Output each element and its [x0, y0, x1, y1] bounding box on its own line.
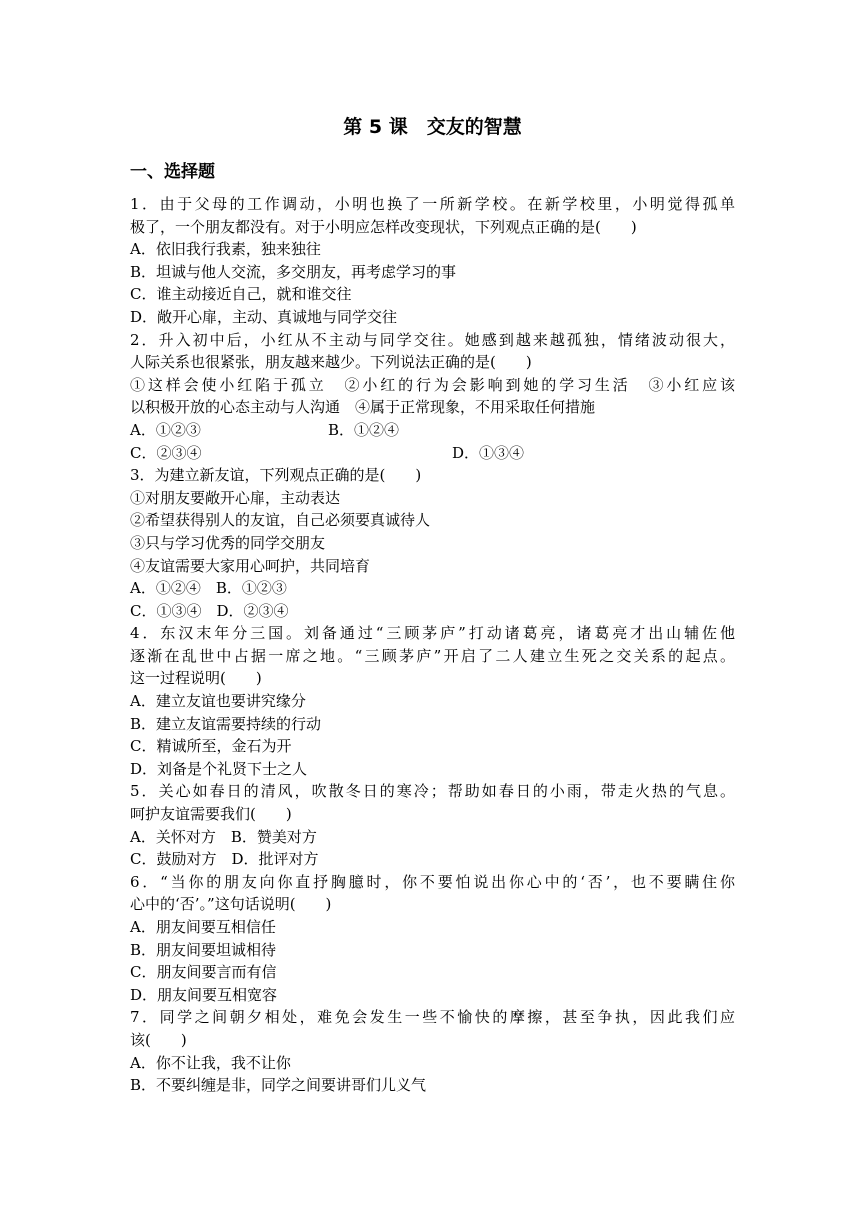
option-row: C．鼓励对方 D．批评对方: [130, 850, 319, 869]
option-b: B．建立友谊需要持续的行动: [130, 714, 322, 733]
option-row: A．关怀对方 B．赞美对方: [130, 827, 317, 846]
question-list: [130, 193, 735, 1097]
option-d: D．敞开心扉，主动、真诚地与同学交往: [130, 307, 398, 326]
question-stem: 5．关心如春日的清风，吹散冬日的寒冷；帮助如春日的小雨，带走火热的气息。: [130, 782, 735, 801]
question-stem: 2．升入初中后，小红从不主动与同学交往。她感到越来越孤独，情绪波动很大，: [130, 330, 735, 349]
option-row: A．①②④ B．①②③: [130, 579, 287, 598]
question-stem: 心中的‘否’。”这句话说明( ): [130, 895, 332, 914]
question-stem: 人际关系也很紧张，朋友越来越少。下列说法正确的是( ): [130, 353, 532, 372]
option-c: C．②③④: [130, 443, 202, 462]
statement-2: ②希望获得别人的友谊，自己必须要真诚待人: [130, 511, 431, 530]
option-a: A．你不让我，我不让你: [130, 1053, 291, 1072]
option-a: A．朋友间要互相信任: [130, 918, 276, 936]
option-c: C．精诚所至，金石为开: [130, 737, 292, 756]
statement-4: ④友谊需要大家用心呵护，共同培育: [130, 556, 371, 575]
question-2: [130, 329, 735, 465]
option-a: A．依旧我行我素，独来独往: [130, 240, 321, 259]
lesson-title: 第 5 课 交友的智慧: [343, 116, 522, 138]
question-stem: 逐渐在乱世中占据一席之地。“三顾茅庐”开启了二人建立生死之交关系的起点。: [130, 646, 735, 665]
question-stem: 该( ): [130, 1030, 187, 1049]
question-5: [130, 780, 735, 870]
option-a: A．①②③: [130, 420, 201, 439]
question-stem: 呵护友谊需要我们( ): [130, 805, 292, 824]
question-3: [130, 464, 735, 622]
question-6: [130, 871, 735, 1007]
question-stem: 3．为建立新友谊，下列观点正确的是( ): [130, 466, 422, 485]
option-b: B．朋友间要坦诚相待: [130, 940, 277, 959]
question-stem: 7．同学之间朝夕相处，难免会发生一些不愉快的摩擦，甚至争执，因此我们应: [130, 1008, 735, 1027]
question-stem: 4．东汉末年分三国。刘备通过“三顾茅庐”打动诸葛亮，诸葛亮才出山辅佐他: [130, 624, 735, 643]
question-7: [130, 1006, 735, 1096]
option-c: C．谁主动接近自己，就和谁交往: [130, 285, 352, 304]
question-stem: 1．由于父母的工作调动，小明也换了一所新学校。在新学校里，小明觉得孤单: [130, 195, 735, 213]
section-heading: 一、选择题: [130, 162, 215, 182]
option-d: D．①③④: [452, 443, 525, 462]
option-d: D．朋友间要互相宽容: [130, 985, 278, 1004]
option-row: [130, 419, 735, 442]
option-row: [130, 442, 735, 465]
option-b: B．坦诚与他人交流，多交朋友，再考虑学习的事: [130, 262, 457, 281]
option-d: D．刘备是个礼贤下士之人: [130, 759, 308, 778]
option-c: C．朋友间要言而有信: [130, 963, 277, 982]
option-b: B．不要纠缠是非，同学之间要讲哥们儿义气: [130, 1076, 427, 1095]
question-4: [130, 622, 735, 780]
statement-list: ①这样会使小红陷于孤立 ②小红的行为会影响到她的学习生活 ③小红应该: [130, 375, 735, 394]
statement-1: ①对朋友要敞开心扉，主动表达: [130, 488, 341, 507]
statement-3: ③只与学习优秀的同学交朋友: [130, 533, 326, 552]
statement-list: 以积极开放的心态主动与人沟通 ④属于正常现象，不用采取任何措施: [130, 398, 596, 417]
question-stem: 这一过程说明( ): [130, 669, 262, 688]
option-a: A．建立友谊也要讲究缘分: [130, 692, 306, 711]
option-b: B．①②④: [328, 420, 400, 439]
question-1: [130, 193, 735, 329]
question-stem: 6．“当你的朋友向你直抒胸臆时，你不要怕说出你心中的‘否’，也不要瞒住你: [130, 872, 735, 891]
option-row: C．①③④ D．②③④: [130, 601, 289, 620]
question-stem: 极了，一个朋友都没有。对于小明应怎样改变现状，下列观点正确的是( ): [130, 217, 637, 236]
